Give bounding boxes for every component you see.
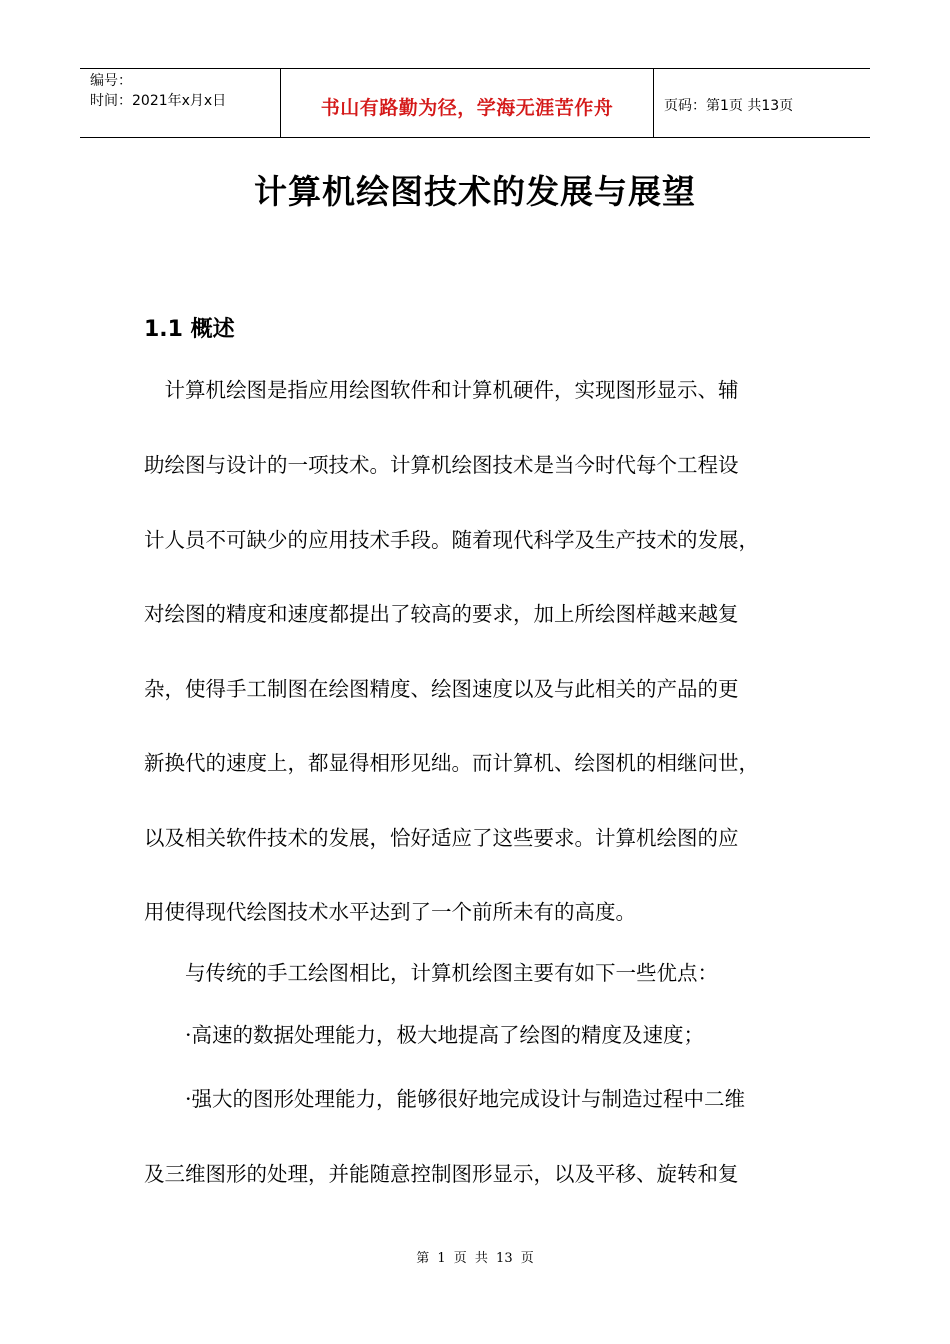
body-line: 及三维图形的处理，并能随意控制图形显示，以及平移、旋转和复 [144,1162,739,1186]
body-line: 与传统的手工绘图相比，计算机绘图主要有如下一些优点： [144,961,718,985]
header-table [80,68,870,138]
bullet-item: ·高速的数据处理能力，极大地提高了绘图的精度及速度； [144,1023,705,1047]
body-line: 新换代的速度上，都显得相形见绌。而计算机、绘图机的相继问世， [144,751,759,775]
page-footer: 第 1 页 共 13 页 [416,1251,534,1266]
document-time-label: 时间：2021年x月x日 [90,93,227,109]
body-line: 计算机绘图是指应用绘图软件和计算机硬件，实现图形显示、辅 [144,378,739,402]
document-number-label: 编号： [90,73,132,89]
body-line: 杂，使得手工制图在绘图精度、绘图速度以及与此相关的产品的更 [144,677,739,701]
header-page-cell [654,69,870,137]
document-title: 计算机绘图技术的发展与展望 [254,172,696,211]
body-line: 计人员不可缺少的应用技术手段。随着现代科学及生产技术的发展， [144,528,759,552]
bullet-item: ·强大的图形处理能力，能够很好地完成设计与制造过程中二维 [144,1087,746,1111]
body-line: 用使得现代绘图技术水平达到了一个前所未有的高度。 [144,900,636,924]
header-meta-cell [80,69,281,137]
header-page-code: 页码：第1页 共13页 [664,98,794,114]
body-line: 助绘图与设计的一项技术。计算机绘图技术是当今时代每个工程设 [144,453,739,477]
section-heading: 1.1 概述 [144,317,235,342]
body-line: 对绘图的精度和速度都提出了较高的要求，加上所绘图样越来越复 [144,602,739,626]
header-motto-cell [281,69,654,137]
header-motto: 书山有路勤为径，学海无涯苦作舟 [320,97,614,119]
body-line: 以及相关软件技术的发展，恰好适应了这些要求。计算机绘图的应 [144,826,739,850]
